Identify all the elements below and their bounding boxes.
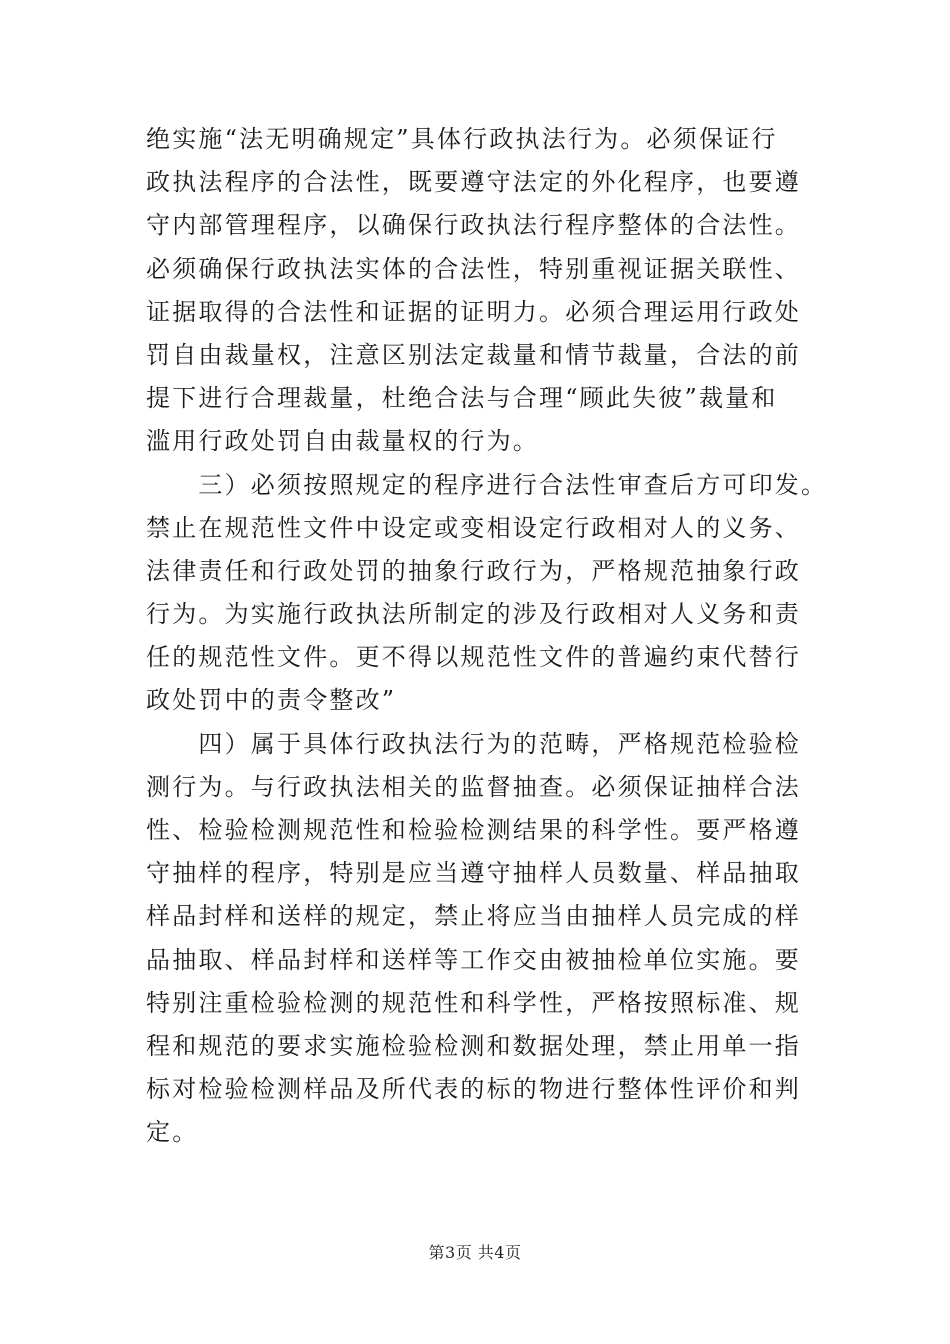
text-line: 标对检验检测样品及所代表的标的物进行整体性评价和判 — [146, 1075, 801, 1104]
text-line: 三）必须按照规定的程序进行合法性审查后方可印发。 — [146, 470, 828, 499]
text-line: 性、检验检测规范性和检验检测结果的科学性。要严格遵 — [146, 816, 801, 844]
text-line: 测行为。与行政执法相关的监督抽查。必须保证抽样合法 — [146, 772, 801, 801]
text-line: 样品封样和送样的规定，禁止将应当由抽样人员完成的样 — [146, 902, 801, 931]
text-line: 定。 — [146, 1118, 199, 1147]
text-line: 行为。为实施行政执法所制定的涉及行政相对人义务和责 — [146, 600, 801, 629]
text-line: 品抽取、样品封样和送样等工作交由被抽检单位实施。要 — [146, 945, 801, 974]
text-line: 任的规范性文件。更不得以规范性文件的普遍约束代替行 — [146, 643, 801, 672]
text-line: 政处罚中的责令整改” — [146, 686, 397, 715]
page-number-footer: 第3页 共4页 — [428, 1243, 522, 1262]
text-line: 四）属于具体行政执法行为的范畴，严格规范检验检 — [146, 729, 801, 758]
text-line: 特别注重检验检测的规范性和科学性，严格按照标准、规 — [146, 988, 801, 1017]
text-line: 政执法程序的合法性，既要遵守法定的外化程序，也要遵 — [146, 168, 801, 197]
text-line: 必须确保行政执法实体的合法性，特别重视证据关联性、 — [146, 254, 801, 283]
text-line: 绝实施“法无明确规定”具体行政执法行为。必须保证行 — [146, 125, 778, 153]
text-line: 法律责任和行政处罚的抽象行政行为，严格规范抽象行政 — [146, 556, 801, 585]
text-line: 守内部管理程序，以确保行政执法行程序整体的合法性。 — [146, 211, 801, 240]
body-text — [146, 118, 846, 1155]
text-line: 守抽样的程序，特别是应当遵守抽样人员数量、样品抽取 — [146, 859, 801, 888]
text-line: 提下进行合理裁量，杜绝合法与合理“顾此失彼”裁量和 — [146, 384, 778, 413]
text-line: 禁止在规范性文件中设定或变相设定行政相对人的义务、 — [146, 513, 801, 542]
text-line: 滥用行政处罚自由裁量权的行为。 — [146, 427, 539, 456]
text-line: 罚自由裁量权，注意区别法定裁量和情节裁量，合法的前 — [146, 340, 801, 369]
text-line: 证据取得的合法性和证据的证明力。必须合理运用行政处 — [146, 297, 801, 326]
text-line: 程和规范的要求实施检验检测和数据处理，禁止用单一指 — [146, 1031, 801, 1060]
